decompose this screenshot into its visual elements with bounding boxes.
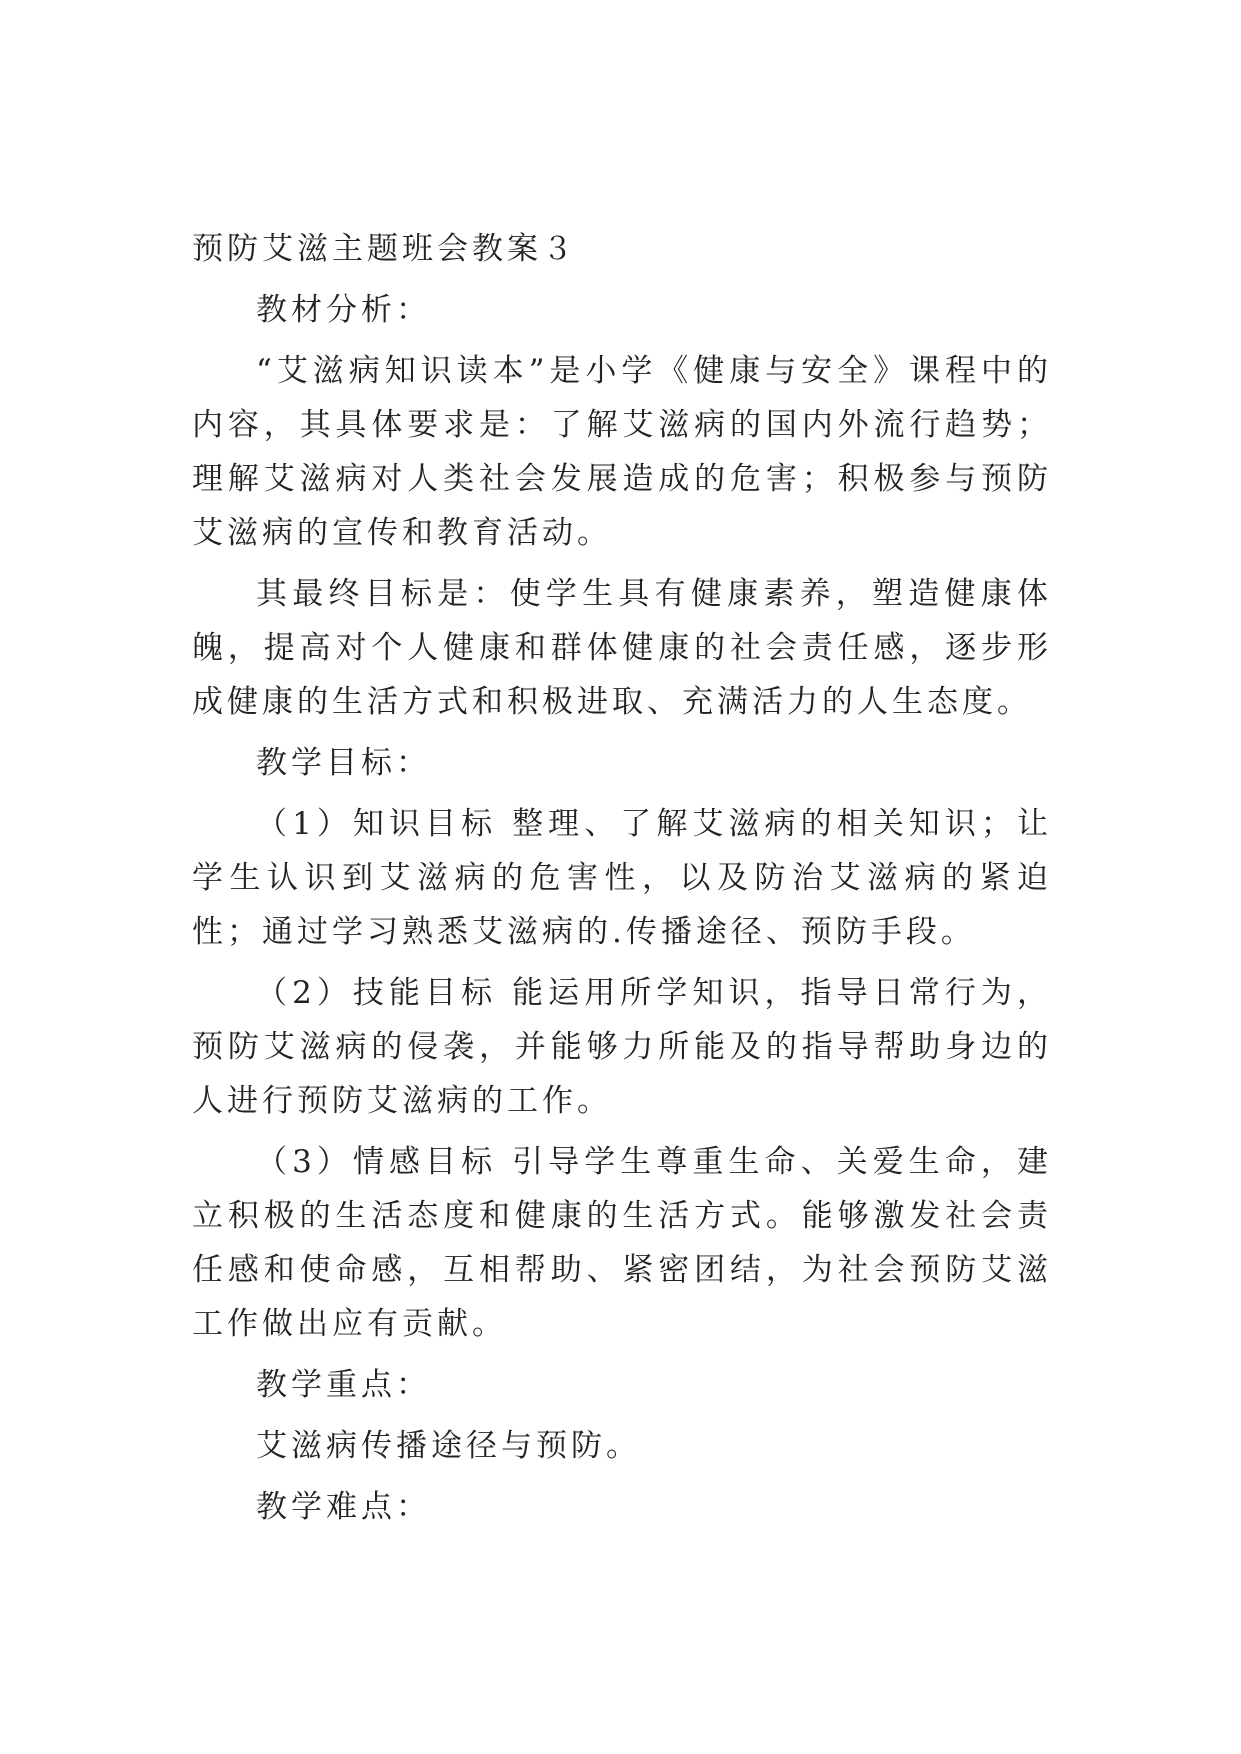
paragraph-teaching-focus: 艾滋病传播途径与预防。 — [256, 1428, 641, 1464]
section-heading-material-analysis: 教材分析： — [256, 292, 431, 328]
paragraph-material-description: “艾滋病知识读本”是小学《健康与安全》课程中的内容，其具体要求是：了解艾滋病的国内外流行趋势；理解艾滋病对人类社会发展造成的危害；积极参与预防艾滋病的宣传和教育活动。 — [192, 353, 1052, 551]
section-heading-teaching-focus: 教学重点： — [256, 1367, 431, 1403]
document-title: 预防艾滋主题班会教案３ — [192, 231, 577, 267]
paragraph-skill-objective: （2）技能目标 能运用所学知识，指导日常行为，预防艾滋病的侵袭，并能够力所能及的指导帮助身边的人进行预防艾滋病的工作。 — [192, 975, 1052, 1119]
section-heading-teaching-difficulty: 教学难点： — [256, 1489, 431, 1525]
section-heading-teaching-objectives: 教学目标： — [256, 745, 431, 781]
document-body — [192, 222, 1052, 1541]
paragraph-emotion-objective: （3）情感目标 引导学生尊重生命、关爱生命，建立积极的生活态度和健康的生活方式。能够激发社会责任感和使命感，互相帮助、紧密团结，为社会预防艾滋工作做出应有贡献。 — [192, 1144, 1052, 1342]
paragraph-final-goal: 其最终目标是：使学生具有健康素养，塑造健康体魄，提高对个人健康和群体健康的社会责任感，逐步形成健康的生活方式和积极进取、充满活力的人生态度。 — [192, 576, 1052, 720]
paragraph-knowledge-objective: （1）知识目标 整理、了解艾滋病的相关知识；让学生认识到艾滋病的危害性，以及防治艾滋病的紧迫性；通过学习熟悉艾滋病的.传播途径、预防手段。 — [192, 806, 1052, 950]
